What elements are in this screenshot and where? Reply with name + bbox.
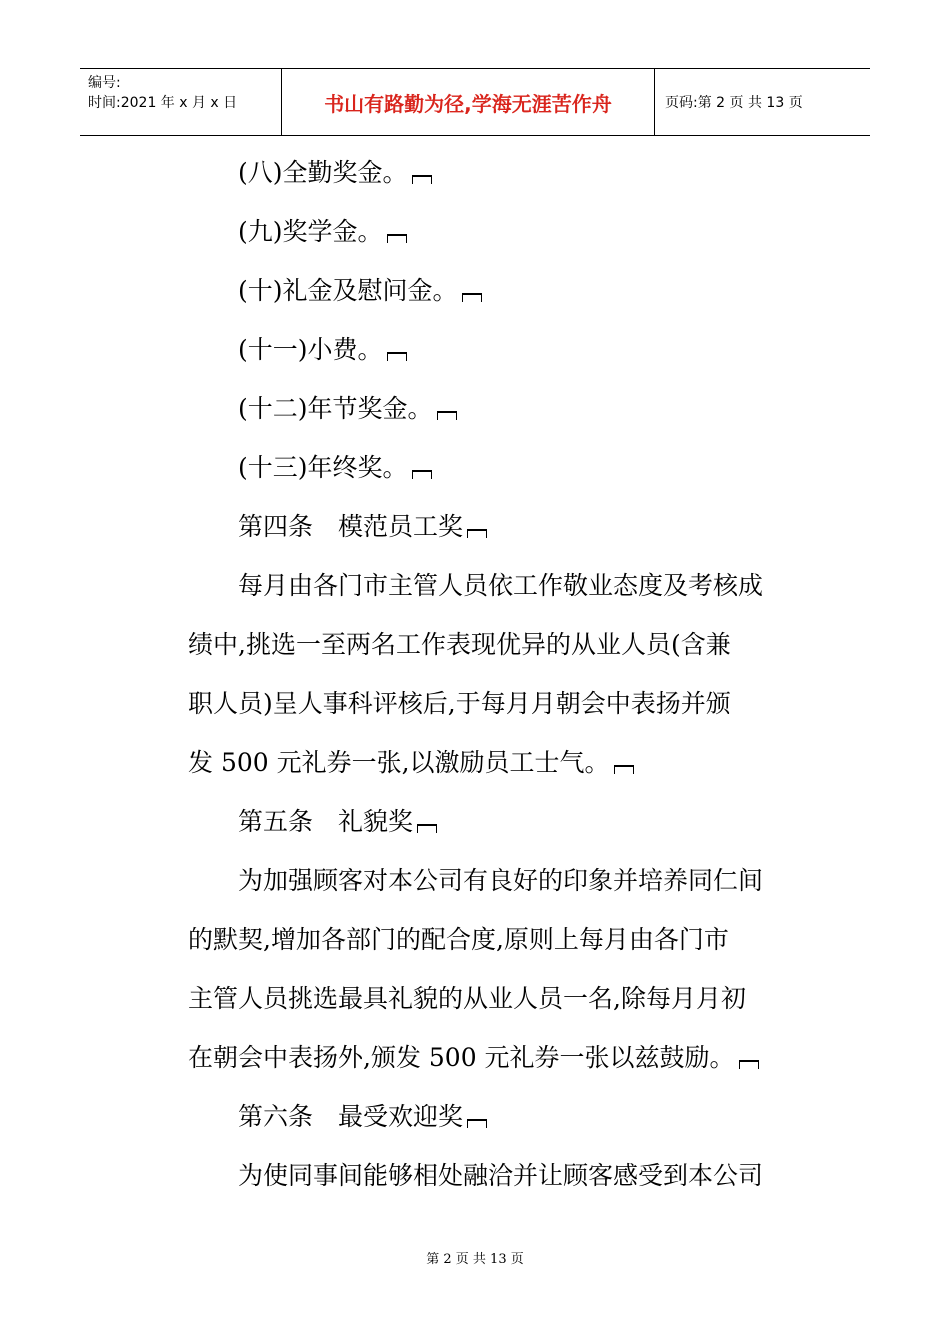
body-line [238, 512, 487, 541]
body-line [188, 748, 634, 777]
body-line [188, 1043, 759, 1072]
body-line [238, 866, 763, 895]
body-line-text: (十一)小费。 [238, 335, 383, 364]
time-label: 时间:2021 年 x 月 x 日 [88, 95, 238, 111]
body-line [238, 807, 437, 836]
body-line-text: 每月由各门市主管人员依工作敬业态度及考核成 [238, 571, 764, 600]
body-line-text: 的默契,增加各部门的配合度,原则上每月由各门市 [188, 925, 729, 954]
page-header [80, 68, 870, 136]
body-line [188, 925, 729, 954]
body-line-text: 在朝会中表扬外,颁发 500 元礼券一张以兹鼓励。 [188, 1043, 735, 1072]
body-line-text: (八)全勤奖金。 [238, 158, 408, 187]
body-line-text: (十)礼金及慰问金。 [238, 276, 458, 305]
header-meta [80, 69, 282, 135]
body-line [188, 630, 731, 659]
header-page-info: 页码:第 2 页 共 13 页 [665, 95, 803, 111]
body-line-text: (九)奖学金。 [238, 217, 383, 246]
body-line [238, 276, 482, 305]
header-motto: 书山有路勤为径,学海无涯苦作舟 [282, 69, 655, 135]
paragraph-mark-icon [467, 529, 487, 538]
body-line [188, 689, 731, 718]
paragraph-mark-icon [387, 234, 407, 243]
body-line [238, 335, 407, 364]
body-line-text: 第五条 礼貌奖 [238, 807, 414, 836]
body-line-text: 绩中,挑选一至两名工作表现优异的从业人员(含兼 [188, 630, 731, 659]
body-line-text: 为加强顾客对本公司有良好的印象并培养同仁间 [238, 866, 764, 895]
body-line [238, 1161, 763, 1190]
body-line [238, 453, 432, 482]
body-line [238, 1102, 487, 1131]
page-footer: 第 2 页 共 13 页 [426, 1252, 524, 1267]
body-line-text: 职人员)呈人事科评核后,于每月月朝会中表扬并颁 [188, 689, 731, 718]
paragraph-mark-icon [739, 1060, 759, 1069]
paragraph-mark-icon [412, 470, 432, 479]
body-line-text: 发 500 元礼券一张,以激励员工士气。 [188, 748, 610, 777]
paragraph-mark-icon [614, 765, 634, 774]
body-line [238, 217, 407, 246]
body-line [238, 571, 763, 600]
body-line [238, 394, 457, 423]
paragraph-mark-icon [387, 352, 407, 361]
paragraph-mark-icon [417, 824, 437, 833]
body-line [188, 984, 746, 1013]
body-line-text: 第六条 最受欢迎奖 [238, 1102, 464, 1131]
paragraph-mark-icon [467, 1119, 487, 1128]
body-line-text: 主管人员挑选最具礼貌的从业人员一名,除每月月初 [188, 984, 746, 1013]
body-line-text: 为使同事间能够相处融洽并让顾客感受到本公司 [238, 1161, 764, 1190]
paragraph-mark-icon [437, 411, 457, 420]
body-line [238, 158, 432, 187]
paragraph-mark-icon [462, 293, 482, 302]
body-line-text: (十三)年终奖。 [238, 453, 408, 482]
number-label: 编号: [88, 75, 121, 91]
paragraph-mark-icon [412, 175, 432, 184]
body-line-text: (十二)年节奖金。 [238, 394, 433, 423]
body-line-text: 第四条 模范员工奖 [238, 512, 464, 541]
